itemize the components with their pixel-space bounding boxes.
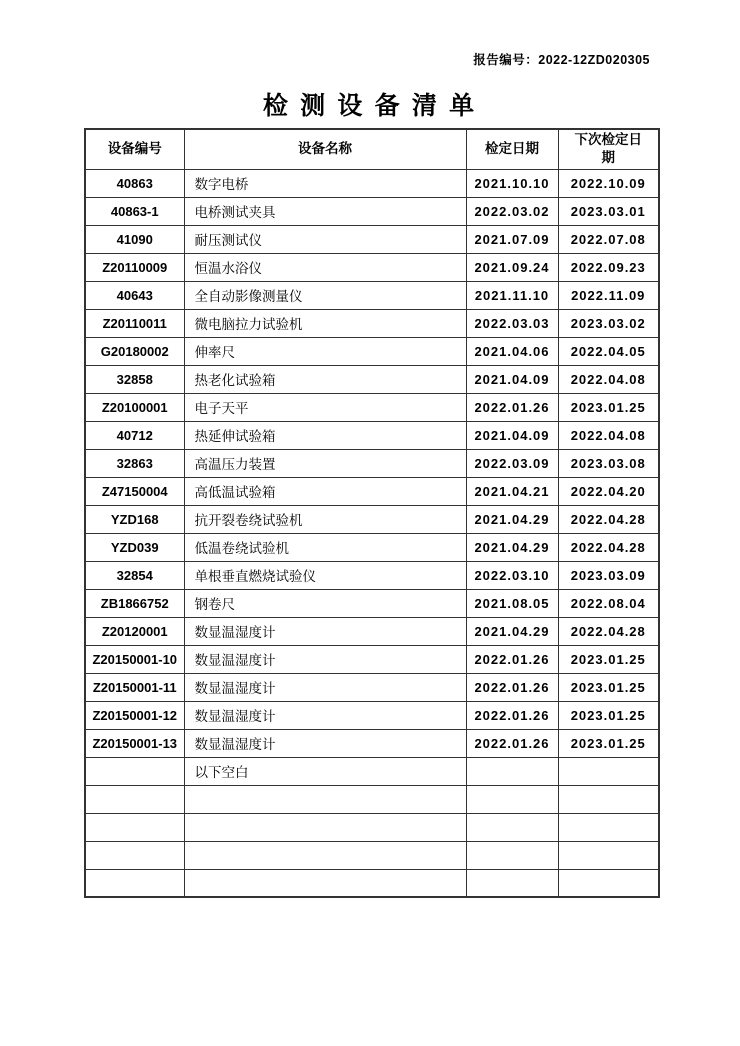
cell-next-calibration-date: 2022.04.28 <box>558 505 659 533</box>
cell-calibration-date: 2022.01.26 <box>466 393 558 421</box>
cell-calibration-date: 2022.01.26 <box>466 645 558 673</box>
cell-equipment-name: 钢卷尺 <box>184 589 466 617</box>
cell-equipment-no: Z20100001 <box>85 393 184 421</box>
cell-calibration-date <box>466 785 558 813</box>
cell-equipment-name: 数显温湿度计 <box>184 645 466 673</box>
cell-calibration-date: 2021.08.05 <box>466 589 558 617</box>
cell-next-calibration-date: 2022.11.09 <box>558 281 659 309</box>
cell-equipment-name: 热延伸试验箱 <box>184 421 466 449</box>
cell-equipment-no: YZD168 <box>85 505 184 533</box>
cell-next-calibration-date: 2022.04.20 <box>558 477 659 505</box>
cell-calibration-date: 2022.01.26 <box>466 673 558 701</box>
cell-equipment-no: 40712 <box>85 421 184 449</box>
table-row <box>85 477 659 505</box>
cell-next-calibration-date <box>558 841 659 869</box>
cell-calibration-date: 2022.01.26 <box>466 729 558 757</box>
cell-equipment-no: 41090 <box>85 225 184 253</box>
table-row <box>85 225 659 253</box>
table-row <box>85 197 659 225</box>
cell-calibration-date: 2021.11.10 <box>466 281 558 309</box>
cell-equipment-no: 32863 <box>85 449 184 477</box>
table-header-row <box>85 129 659 169</box>
cell-calibration-date: 2022.03.02 <box>466 197 558 225</box>
header-calibration-date: 检定日期 <box>466 129 558 169</box>
cell-equipment-no: Z20150001-13 <box>85 729 184 757</box>
cell-calibration-date: 2021.04.21 <box>466 477 558 505</box>
cell-equipment-no: Z20110011 <box>85 309 184 337</box>
cell-equipment-no: Z20110009 <box>85 253 184 281</box>
table-row <box>85 393 659 421</box>
table-body <box>85 169 659 897</box>
table-row <box>85 253 659 281</box>
cell-equipment-name: 耐压测试仪 <box>184 225 466 253</box>
cell-equipment-name: 高低温试验箱 <box>184 477 466 505</box>
cell-calibration-date: 2021.04.29 <box>466 505 558 533</box>
cell-next-calibration-date: 2022.04.08 <box>558 421 659 449</box>
table-row <box>85 841 659 869</box>
cell-calibration-date <box>466 757 558 785</box>
cell-calibration-date: 2021.04.06 <box>466 337 558 365</box>
cell-next-calibration-date: 2023.01.25 <box>558 701 659 729</box>
cell-next-calibration-date: 2023.03.02 <box>558 309 659 337</box>
cell-equipment-no <box>85 785 184 813</box>
cell-next-calibration-date <box>558 813 659 841</box>
cell-equipment-name: 全自动影像测量仪 <box>184 281 466 309</box>
cell-equipment-no <box>85 813 184 841</box>
cell-equipment-no: 40863-1 <box>85 197 184 225</box>
cell-equipment-name: 单根垂直燃烧试验仪 <box>184 561 466 589</box>
cell-equipment-no <box>85 757 184 785</box>
cell-equipment-no: Z47150004 <box>85 477 184 505</box>
cell-equipment-name: 低温卷绕试验机 <box>184 533 466 561</box>
cell-calibration-date: 2021.07.09 <box>466 225 558 253</box>
cell-calibration-date <box>466 841 558 869</box>
cell-equipment-no: 40863 <box>85 169 184 197</box>
page-title: 检 测 设 备 清 单 <box>262 93 478 120</box>
cell-next-calibration-date: 2023.03.01 <box>558 197 659 225</box>
header-next-calibration-date: 下次检定日期 <box>558 129 659 169</box>
cell-equipment-no: Z20150001-11 <box>85 673 184 701</box>
cell-equipment-no: Z20120001 <box>85 617 184 645</box>
cell-next-calibration-date: 2022.04.05 <box>558 337 659 365</box>
table-row <box>85 533 659 561</box>
table-row <box>85 673 659 701</box>
cell-equipment-name: 微电脑拉力试验机 <box>184 309 466 337</box>
cell-next-calibration-date: 2022.04.28 <box>558 533 659 561</box>
table-row <box>85 365 659 393</box>
cell-equipment-no: 32854 <box>85 561 184 589</box>
cell-equipment-name: 抗开裂卷绕试验机 <box>184 505 466 533</box>
cell-calibration-date: 2021.09.24 <box>466 253 558 281</box>
table-row <box>85 785 659 813</box>
cell-calibration-date: 2021.04.09 <box>466 365 558 393</box>
table-row <box>85 449 659 477</box>
cell-next-calibration-date: 2023.03.08 <box>558 449 659 477</box>
cell-equipment-no <box>85 869 184 897</box>
table-row <box>85 281 659 309</box>
table-row <box>85 309 659 337</box>
cell-equipment-name: 以下空白 <box>184 757 466 785</box>
header-equipment-no: 设备编号 <box>85 129 184 169</box>
cell-next-calibration-date: 2022.04.08 <box>558 365 659 393</box>
cell-equipment-name: 热老化试验箱 <box>184 365 466 393</box>
cell-equipment-name: 数字电桥 <box>184 169 466 197</box>
cell-equipment-no: G20180002 <box>85 337 184 365</box>
table-row <box>85 561 659 589</box>
cell-equipment-name <box>184 841 466 869</box>
cell-equipment-name: 数显温湿度计 <box>184 701 466 729</box>
cell-next-calibration-date <box>558 785 659 813</box>
cell-equipment-name: 恒温水浴仪 <box>184 253 466 281</box>
cell-equipment-name: 电桥测试夹具 <box>184 197 466 225</box>
header-equipment-name: 设备名称 <box>184 129 466 169</box>
cell-equipment-name: 伸率尺 <box>184 337 466 365</box>
cell-calibration-date: 2022.03.03 <box>466 309 558 337</box>
cell-calibration-date <box>466 813 558 841</box>
table-row <box>85 617 659 645</box>
cell-equipment-no: ZB1866752 <box>85 589 184 617</box>
table-row <box>85 757 659 785</box>
cell-next-calibration-date <box>558 869 659 897</box>
cell-equipment-no: 40643 <box>85 281 184 309</box>
cell-next-calibration-date: 2022.10.09 <box>558 169 659 197</box>
table-row <box>85 169 659 197</box>
cell-equipment-name <box>184 813 466 841</box>
cell-equipment-name: 高温压力装置 <box>184 449 466 477</box>
report-number: 报告编号：2022-12ZD020305 <box>473 53 650 67</box>
cell-equipment-name: 数显温湿度计 <box>184 617 466 645</box>
cell-equipment-no <box>85 841 184 869</box>
table-row <box>85 337 659 365</box>
cell-next-calibration-date: 2022.09.23 <box>558 253 659 281</box>
table-row <box>85 701 659 729</box>
cell-equipment-no: 32858 <box>85 365 184 393</box>
cell-equipment-no: YZD039 <box>85 533 184 561</box>
cell-equipment-name: 数显温湿度计 <box>184 673 466 701</box>
cell-next-calibration-date: 2022.08.04 <box>558 589 659 617</box>
cell-calibration-date <box>466 869 558 897</box>
cell-next-calibration-date: 2023.01.25 <box>558 673 659 701</box>
cell-next-calibration-date: 2023.03.09 <box>558 561 659 589</box>
cell-next-calibration-date: 2023.01.25 <box>558 729 659 757</box>
cell-equipment-name <box>184 785 466 813</box>
equipment-table <box>84 128 660 898</box>
table-row <box>85 505 659 533</box>
cell-next-calibration-date: 2022.07.08 <box>558 225 659 253</box>
cell-calibration-date: 2021.04.29 <box>466 533 558 561</box>
cell-equipment-no: Z20150001-10 <box>85 645 184 673</box>
table-row <box>85 645 659 673</box>
table-row <box>85 589 659 617</box>
cell-calibration-date: 2022.03.10 <box>466 561 558 589</box>
cell-next-calibration-date <box>558 757 659 785</box>
cell-calibration-date: 2021.04.09 <box>466 421 558 449</box>
table-row <box>85 421 659 449</box>
table-row <box>85 869 659 897</box>
cell-equipment-no: Z20150001-12 <box>85 701 184 729</box>
table-row <box>85 729 659 757</box>
table-row <box>85 813 659 841</box>
cell-equipment-name: 数显温湿度计 <box>184 729 466 757</box>
cell-equipment-name <box>184 869 466 897</box>
cell-equipment-name: 电子天平 <box>184 393 466 421</box>
cell-next-calibration-date: 2022.04.28 <box>558 617 659 645</box>
cell-next-calibration-date: 2023.01.25 <box>558 393 659 421</box>
cell-calibration-date: 2021.04.29 <box>466 617 558 645</box>
cell-calibration-date: 2022.03.09 <box>466 449 558 477</box>
cell-calibration-date: 2022.01.26 <box>466 701 558 729</box>
cell-next-calibration-date: 2023.01.25 <box>558 645 659 673</box>
cell-calibration-date: 2021.10.10 <box>466 169 558 197</box>
